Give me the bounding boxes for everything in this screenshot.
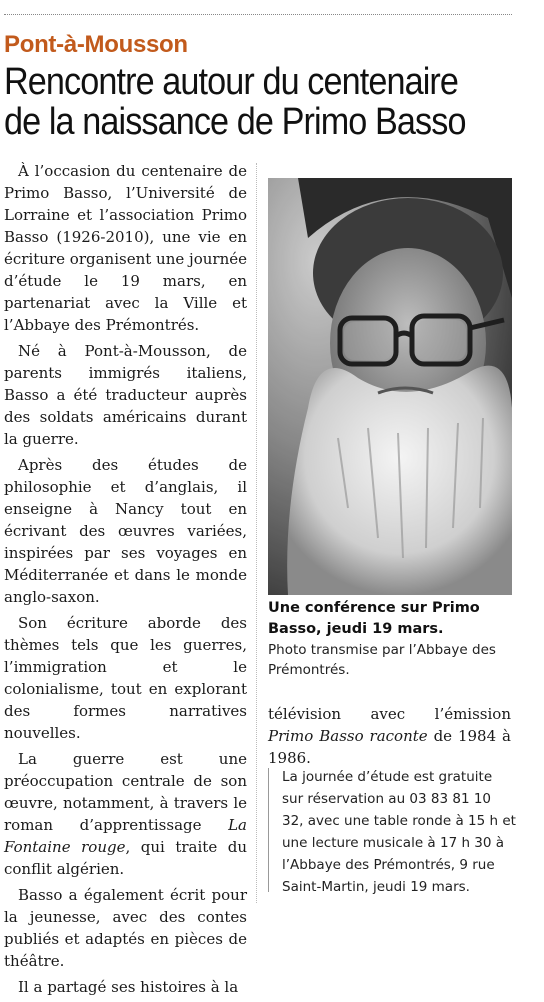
- article-paragraph: Basso a également écrit pour la jeunesse, avec des contes publiés et adaptés en pièces de théâtre.: [4, 886, 247, 970]
- practical-info-box: [268, 766, 516, 898]
- article-paragraph: Né à Pont-à-Mousson, de parents immigrés italiens, Basso a été traducteur auprès des soldats américains durant la guerre.: [4, 342, 247, 448]
- portrait-image: [268, 178, 512, 595]
- article-paragraph: Après des études de philosophie et d’anglais, il enseigne à Nancy tout en écrivant des œuvres variées, inspirées par ses voyages en Méditerranée et dans le monde anglo-saxon.: [4, 456, 247, 606]
- article-paragraph-continuation: [268, 703, 511, 769]
- top-rule: [4, 14, 512, 15]
- article-column-left: [4, 160, 247, 1002]
- article-paragraph: À l’occasion du centenaire de Primo Basso, l’Université de Lorraine et l’association Primo Basso (1926-2010), une vie en écriture organisent une journée d’étude le 19 mars, en partenariat avec la Ville et l’Abbaye des Prémontrés.: [4, 162, 247, 334]
- caption-title: Une conférence sur Primo Basso, jeudi 19 mars.: [268, 600, 480, 637]
- headline-line-2: de la naissance de Primo Basso: [4, 101, 466, 143]
- article-paragraph: [4, 748, 247, 880]
- article-column-right: [268, 703, 511, 769]
- tv-show-title: Primo Basso raconte: [268, 727, 428, 745]
- book-title: La Fontaine rouge: [4, 816, 247, 856]
- photo-caption: [268, 598, 516, 680]
- paragraph-text: La guerre est une préoccupation centrale de son œuvre, notamment, à travers le roman d’apprentissage: [4, 750, 247, 834]
- headline-line-1: Rencontre autour du centenaire: [4, 61, 459, 103]
- info-box-rule: [268, 768, 269, 892]
- article-paragraph: Son écriture aborde des thèmes tels que les guerres, l’immigration et le colonialisme, tout en explorant des formes narratives nouvelles.: [4, 614, 247, 742]
- paragraph-text: télévision avec l’émission: [268, 705, 511, 723]
- column-divider: [256, 163, 257, 903]
- portrait-photo: [268, 178, 512, 595]
- caption-credit: Photo transmise par l’Abbaye des Prémontrés.: [268, 642, 496, 678]
- headline: [4, 62, 472, 142]
- practical-info-text: La journée d’étude est gratuite sur réservation au 03 83 81 10 32, avec une table ronde à 15 h et une lecture musicale à 17 h 30 à l’Abbaye des Prémontrés, 9 rue Saint-Martin, jeudi 19 mars.: [282, 769, 516, 895]
- article-paragraph: Il a partagé ses histoires à la: [18, 978, 239, 996]
- section-kicker: Pont-à-Mousson: [4, 31, 188, 58]
- paragraph-text: de 1984 à 1986.: [268, 727, 511, 767]
- paragraph-text: , qui traite du conflit algérien.: [4, 838, 247, 878]
